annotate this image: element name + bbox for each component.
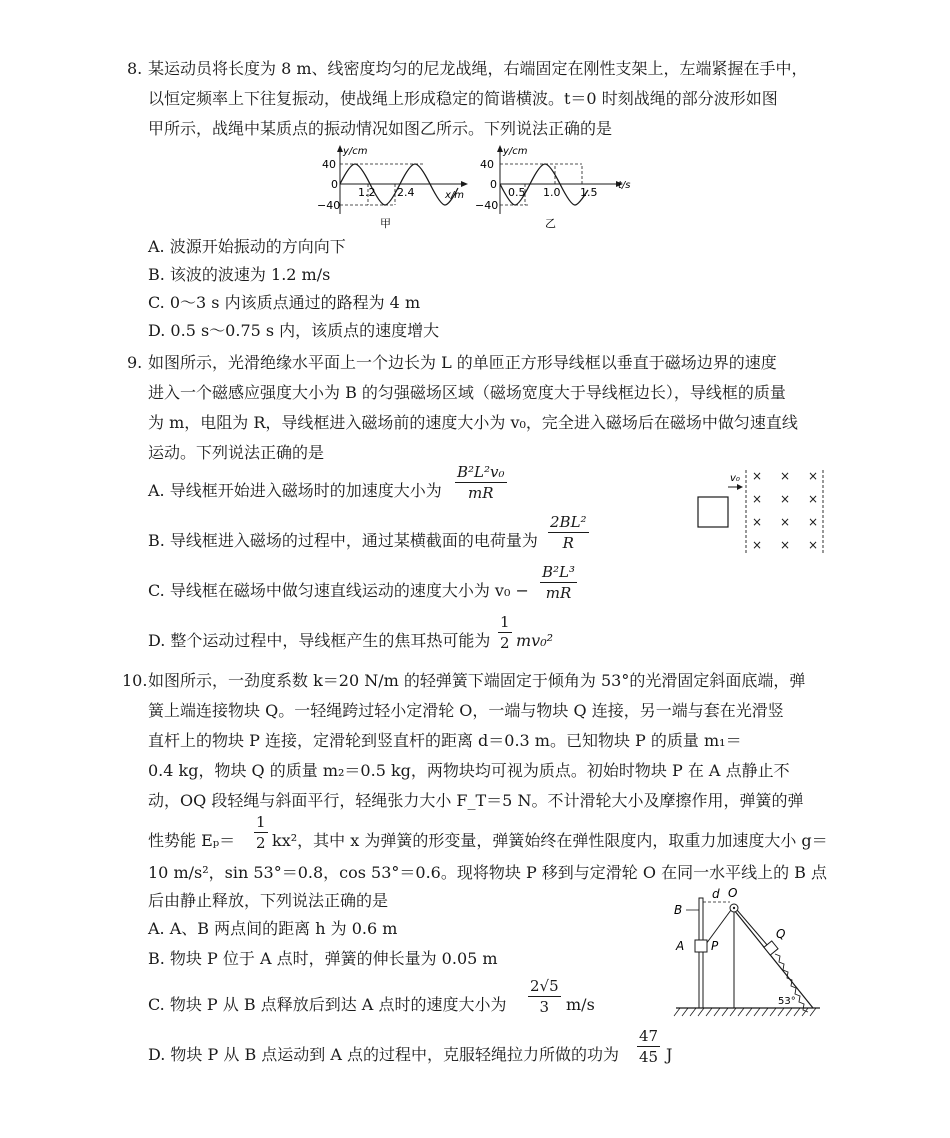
q10-number: 10. (122, 671, 148, 690)
q8-yi-xlabel: t/s (618, 180, 631, 191)
q8-yi-tick-t1: 0.5 (508, 186, 526, 199)
q9-option-b-denominator: R (562, 534, 574, 552)
q10-fig-label-b: B (674, 903, 683, 917)
q9-field-cross: × (780, 469, 791, 483)
q10-option-d-fraction (637, 1026, 660, 1067)
q10-option-c-text: C. 物块 P 从 B 点释放后到达 A 点时的速度大小为 (148, 995, 507, 1014)
q8-yi-caption: 乙 (545, 217, 556, 230)
q9-stem-line1: 如图所示，光滑绝缘水平面上一个边长为 L 的单匝正方形导线框以垂直于磁场边界的速度 (148, 353, 777, 372)
q9-figure-v0: v₀ (730, 473, 740, 484)
q9-option-d-text: D. 整个运动过程中，导线框产生的焦耳热可能为 (148, 631, 491, 650)
q8-jia-tick-m40: −40 (317, 199, 341, 212)
q10-option-b: B. 物块 P 位于 A 点时，弹簧的伸长量为 0.05 m (148, 949, 498, 968)
q8-yi-tick-0: 0 (490, 178, 497, 191)
q9-field-cross: × (780, 492, 791, 506)
q9-option-c-numerator: B²L³ (542, 563, 576, 581)
q8-option-b: B. 该波的波速为 1.2 m/s (148, 265, 331, 284)
q10-line7: 10 m/s²，sin 53°＝0.8，cos 53°＝0.6。现将物块 P 移到与定滑轮 O 在同一水平线上的 B 点 (148, 863, 828, 882)
q8-figure-jia (300, 142, 475, 234)
q9-option-a-numerator: B²L²v₀ (457, 463, 505, 481)
q9-field-cross: × (752, 492, 763, 506)
q8-jia-tick-x2: 2.4 (397, 186, 415, 199)
q9-option-a-fraction (455, 462, 507, 503)
q10-line5: 动，OQ 段轻绳与斜面平行，轻绳张力大小 F_T＝5 N。不计滑轮大小及摩擦作用，弹簧的弹 (148, 791, 804, 810)
q8-jia-xlabel: x/m (445, 190, 465, 201)
q8-jia-ylabel: y/cm (343, 146, 368, 157)
q9-option-c-fraction (540, 562, 577, 603)
q10-option-c-denominator: 3 (539, 998, 550, 1016)
q9-option-c-text: C. 导线框在磁场中做匀速直线运动的速度大小为 v₀ − (148, 581, 529, 600)
q9-field-cross: × (752, 515, 763, 529)
q10-option-c-numerator: 2√5 (530, 977, 559, 995)
q9-number: 9. (127, 353, 143, 372)
q9-option-b-numerator: 2BL² (550, 513, 587, 531)
q10-line6-denominator: 2 (256, 834, 266, 852)
q10-option-a: A. A、B 两点间的距离 h 为 0.6 m (148, 919, 398, 938)
q10-fig-label-d: d (712, 888, 720, 901)
q9-stem-line2: 进入一个磁感应强度大小为 B 的匀强磁场区域（磁场宽度大于导线框边长），导线框的质量 (148, 383, 786, 402)
q8-yi-ylabel: y/cm (503, 146, 528, 157)
q10-fig-label-a: A (676, 939, 685, 953)
q8-stem-line1: 某运动员将长度为 8 m、线密度均匀的尼龙战绳，右端固定在刚性支架上，左端紧握在手中， (148, 59, 808, 78)
q10-figure (668, 888, 828, 1020)
q10-fig-label-p: P (711, 939, 719, 953)
q8-option-c: C. 0～3 s 内该质点通过的路程为 4 m (148, 293, 421, 312)
q8-number: 8. (127, 59, 143, 78)
q8-stem-line3: 甲所示，战绳中某质点的振动情况如图乙所示。下列说法正确的是 (148, 119, 613, 138)
q9-option-d-numerator: 1 (500, 613, 510, 631)
q10-option-d-unit: J (666, 1045, 673, 1064)
q10-line2: 簧上端连接物块 Q。一轻绳跨过轻小定滑轮 O，一端与物块 Q 连接，另一端与套在光滑竖 (148, 701, 784, 720)
q10-option-c-unit: m/s (566, 995, 595, 1014)
q8-jia-tick-40: 40 (322, 158, 336, 171)
q10-option-d-numerator: 47 (639, 1027, 659, 1045)
q9-stem-line3: 为 m，电阻为 R，导线框进入磁场前的速度大小为 v₀，完全进入磁场后在磁场中做匀速直线 (148, 413, 798, 432)
q9-field-cross: × (808, 515, 819, 529)
q9-option-b-text: B. 导线框进入磁场的过程中，通过某横截面的电荷量为 (148, 531, 538, 550)
q9-option-a-denominator: mR (467, 484, 494, 502)
q9-option-d-fraction (498, 612, 512, 653)
q9-figure (690, 465, 835, 560)
q9-option-a-text: A. 导线框开始进入磁场时的加速度大小为 (148, 481, 442, 500)
q10-option-c-fraction (528, 976, 561, 1017)
q10-line6-fraction (254, 812, 268, 853)
q10-line6-pre: 性势能 Eₚ＝ (148, 831, 236, 850)
q8-figure-yi (470, 142, 645, 234)
q9-stem-line4: 运动。下列说法正确的是 (148, 443, 325, 462)
q8-yi-tick-t2: 1.0 (543, 186, 561, 199)
q9-field-cross: × (752, 538, 763, 552)
q10-fig-label-q: Q (776, 927, 786, 941)
q9-field-cross: × (780, 515, 791, 529)
q9-option-d-tail: mv₀² (516, 631, 554, 650)
q9-field-cross: × (808, 469, 819, 483)
q9-option-d-denominator: 2 (500, 634, 510, 652)
q8-jia-tick-0: 0 (331, 178, 338, 191)
q10-option-d-text: D. 物块 P 从 B 点运动到 A 点的过程中，克服轻绳拉力所做的功为 (148, 1045, 620, 1064)
q10-option-d-denominator: 45 (639, 1048, 659, 1066)
q10-fig-label-o: O (728, 888, 738, 900)
q10-line3: 直杆上的物块 P 连接，定滑轮到竖直杆的距离 d＝0.3 m。已知物块 P 的质量 m₁＝ (148, 731, 742, 750)
q8-yi-tick-m40: −40 (475, 199, 499, 212)
q8-stem-line2: 以恒定频率上下往复振动，使战绳上形成稳定的简谐横波。t＝0 时刻战绳的部分波形如图 (148, 89, 778, 108)
q8-jia-tick-x1: 1.2 (358, 186, 376, 199)
q8-yi-tick-t3: 1.5 (580, 186, 598, 199)
q9-option-c-denominator: mR (545, 584, 572, 602)
q10-line8: 后由静止释放，下列说法正确的是 (148, 891, 389, 910)
q8-jia-caption: 甲 (380, 217, 391, 230)
q9-field-cross: × (808, 492, 819, 506)
q9-option-b-fraction (548, 512, 589, 553)
q9-field-cross: × (808, 538, 819, 552)
q10-line6-numerator: 1 (256, 813, 266, 831)
q9-field-cross: × (752, 469, 763, 483)
q10-line4: 0.4 kg，物块 Q 的质量 m₂＝0.5 kg，两物块均可视为质点。初始时物块 P 在 A 点静止不 (148, 761, 790, 780)
q8-yi-tick-40: 40 (480, 158, 494, 171)
q10-fig-label-angle: 53° (778, 996, 796, 1007)
q10-line1: 如图所示，一劲度系数 k＝20 N/m 的轻弹簧下端固定于倾角为 53°的光滑固定斜面底端，弹 (148, 671, 806, 690)
q8-option-a: A. 波源开始振动的方向向下 (148, 237, 346, 256)
q8-option-d: D. 0.5 s～0.75 s 内，该质点的速度增大 (148, 321, 440, 340)
q9-field-cross: × (780, 538, 791, 552)
q10-line6-post: kx²，其中 x 为弹簧的形变量，弹簧始终在弹性限度内，取重力加速度大小 g＝ (272, 831, 828, 850)
